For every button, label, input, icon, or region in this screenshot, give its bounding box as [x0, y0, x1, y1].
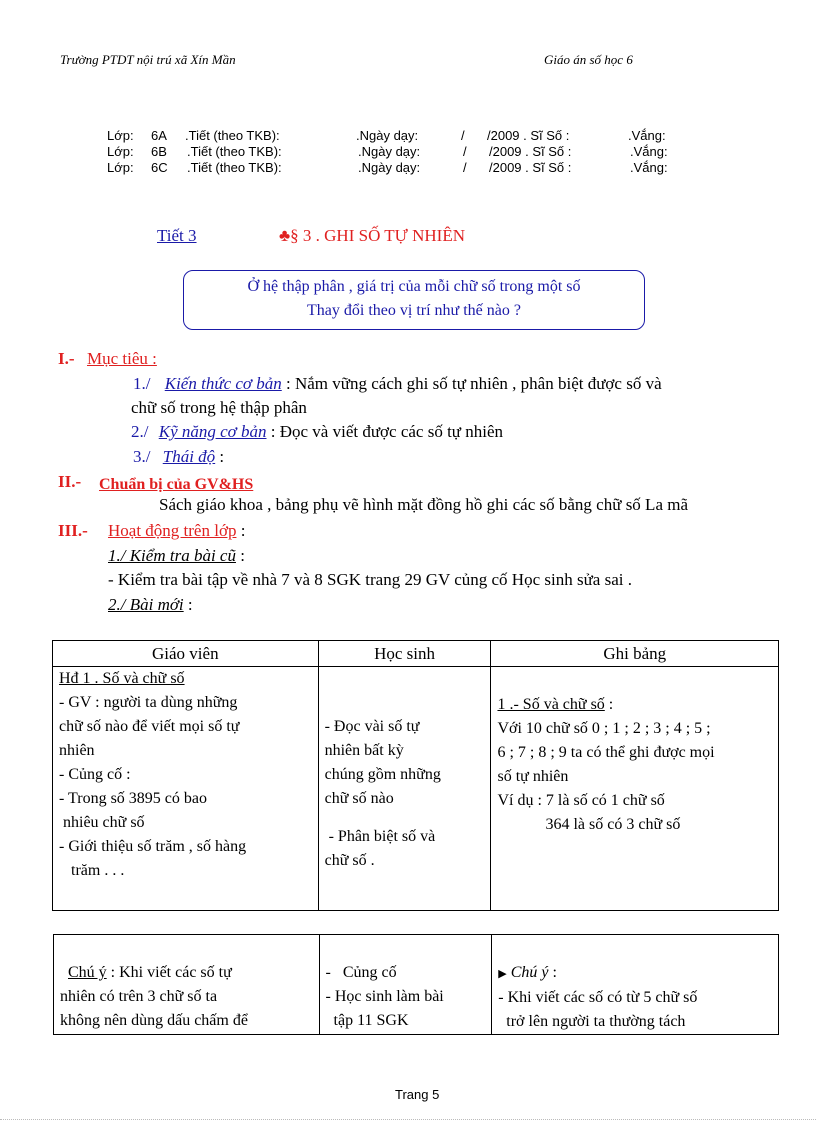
- student-note-line: tập 11 SGK: [325, 1012, 409, 1029]
- teacher-note-label: Chú ý: [68, 964, 107, 981]
- board-note-line: - Khi viết các số có từ 5 chữ số: [498, 989, 698, 1006]
- board-cell: [491, 667, 779, 911]
- section3-colon: :: [240, 521, 246, 540]
- board-line: số tự nhiên: [497, 768, 569, 785]
- section3-title: [108, 521, 245, 541]
- student-line: chữ số .: [324, 852, 375, 869]
- objective-label: Kiến thức cơ bản: [164, 374, 282, 393]
- teacher-note-text: : Khi viết các số tự: [106, 964, 232, 981]
- student-note-cell: [319, 935, 492, 1035]
- sub1-title: 1./ Kiểm tra bài cũ: [108, 546, 236, 565]
- triangle-bullet-icon: ▶: [498, 968, 507, 980]
- question-line-1: Ở hệ thập phân , giá trị của mỗi chữ số trong một số: [247, 278, 581, 295]
- key-question-box: [183, 270, 645, 330]
- class-tiet: .Tiết (theo TKB):: [185, 128, 280, 143]
- class-code: 6A: [151, 128, 167, 143]
- objective-text: : Nắm vững cách ghi số tự nhiên , phân biệt được số và: [286, 374, 662, 393]
- section2-num: II.-: [58, 472, 82, 491]
- teacher-note-line-1: [60, 961, 313, 985]
- class-slash: /: [461, 128, 465, 143]
- page-bottom-divider: [0, 1119, 816, 1120]
- board-line: 6 ; 7 ; 8 ; 9 ta có thể ghi được mọi: [497, 744, 715, 761]
- class-ngay: .Ngày dạy:: [358, 144, 421, 159]
- sub1-text: - Kiểm tra bài tập về nhà 7 và 8 SGK trang 29 GV củng cố Học sinh sửa sai .: [108, 570, 632, 589]
- board-note-cell: [492, 935, 779, 1035]
- student-note-line: - Củng cố: [325, 964, 397, 981]
- lesson-title-text: § 3 . GHI SỐ TỰ NHIÊN: [290, 226, 465, 245]
- student-line: chúng gồm những: [324, 766, 441, 783]
- student-line: chữ số nào: [324, 790, 394, 807]
- class-lop: Lớp:: [107, 160, 134, 175]
- class-nam: /2009 . Sĩ Số :: [489, 144, 572, 159]
- objective-text: :: [219, 447, 225, 466]
- class-code: 6B: [151, 144, 167, 159]
- teacher-line: - Giới thiệu số trăm , số hàng: [59, 838, 247, 855]
- class-row-6a: [0, 128, 816, 144]
- table-row: [53, 667, 779, 911]
- teacher-note-line: nhiên có trên 3 chữ số ta: [60, 988, 218, 1005]
- class-ngay: .Ngày dạy:: [356, 128, 419, 143]
- class-nam: /2009 . Sĩ Số :: [487, 128, 570, 143]
- table-header-row: [53, 641, 779, 667]
- section1-title: Mục tiêu :: [87, 349, 157, 368]
- teacher-line: chữ số nào để viết mọi số tự: [59, 718, 240, 735]
- class-code: 6C: [151, 160, 168, 175]
- objective-skill: [131, 422, 503, 442]
- teacher-note-line: không nên dùng dấu chấm để: [60, 1012, 248, 1029]
- teacher-cell: [53, 667, 319, 911]
- student-cell: [318, 667, 491, 911]
- teacher-line: - GV : người ta dùng những: [59, 694, 238, 711]
- objective-num: 3./: [133, 447, 151, 466]
- class-vang: .Vắng:: [630, 160, 668, 175]
- board-note-line: trở lên người ta thường tách: [498, 1013, 686, 1030]
- teacher-line: trăm . . .: [59, 862, 125, 879]
- objective-text: : Đọc và viết được các số tự nhiên: [270, 422, 504, 441]
- sub2: [108, 595, 193, 615]
- board-title: [497, 693, 772, 717]
- header-giao-vien: Giáo viên: [53, 641, 319, 667]
- objective-attitude: [133, 447, 224, 467]
- section3-title-text: Hoạt động trên lớp: [108, 521, 237, 540]
- sub2-colon: :: [187, 595, 193, 614]
- objective-knowledge-cont: chữ số trong hệ thập phân: [131, 398, 307, 417]
- objective-label: Thái độ: [162, 447, 216, 466]
- class-slash: /: [463, 160, 467, 175]
- class-vang: .Vắng:: [628, 128, 666, 143]
- lesson-tiet: Tiết 3: [157, 226, 197, 245]
- class-tiet: .Tiết (theo TKB):: [187, 144, 282, 159]
- club-icon: ♣: [279, 226, 291, 245]
- section2-text: Sách giáo khoa , bảng phụ vẽ hình mặt đồng hồ ghi các số bằng chữ số La mã: [159, 495, 689, 514]
- student-line: - Phân biệt số và: [324, 828, 436, 845]
- page-number: Trang 5: [395, 1087, 440, 1102]
- class-nam: /2009 . Sĩ Số :: [489, 160, 572, 175]
- header-school: Trường PTDT nội trú xã Xín Mần: [60, 52, 236, 67]
- board-example-2: 364 là số có 3 chữ số: [545, 816, 681, 833]
- class-tiet: .Tiết (theo TKB):: [187, 160, 282, 175]
- teacher-line: - Củng cố :: [59, 766, 131, 783]
- lesson-table: [52, 640, 779, 911]
- section3-num: III.-: [58, 521, 88, 540]
- question-line-2: Thay đổi theo vị trí như thế nào ?: [307, 302, 521, 319]
- sub1-colon: :: [240, 546, 245, 565]
- objective-knowledge: [133, 374, 662, 394]
- teacher-line: nhiêu chữ số: [59, 814, 145, 831]
- objective-num: 1./: [133, 374, 151, 393]
- objective-label: Kỹ năng cơ bản: [158, 422, 267, 441]
- header-hoc-sinh: Học sinh: [318, 641, 491, 667]
- class-lop: Lớp:: [107, 144, 134, 159]
- sub2-title: 2./ Bài mới: [108, 595, 184, 614]
- board-note-title: [498, 961, 772, 986]
- board-example: Ví dụ : 7 là số có 1 chữ số: [497, 792, 665, 809]
- lesson-title: [279, 226, 465, 246]
- note-table: [53, 934, 779, 1035]
- header-ghi-bang: Ghi bảng: [491, 641, 779, 667]
- student-line: - Đọc vài số tự: [324, 718, 420, 735]
- sub1: [108, 546, 245, 566]
- table-row: [54, 935, 779, 1035]
- section1-num: I.-: [58, 349, 75, 368]
- teacher-line: nhiên: [59, 742, 95, 759]
- board-note-colon: :: [552, 964, 557, 981]
- class-row-6c: [0, 160, 816, 176]
- class-row-6b: [0, 144, 816, 160]
- board-line: Với 10 chữ số 0 ; 1 ; 2 ; 3 ; 4 ; 5 ;: [497, 720, 711, 737]
- class-lop: Lớp:: [107, 128, 134, 143]
- board-title-colon: :: [608, 696, 614, 713]
- class-ngay: .Ngày dạy:: [358, 160, 421, 175]
- board-note-label: Chú ý: [510, 964, 549, 981]
- header-doc-title: Giáo án số học 6: [544, 52, 633, 67]
- class-slash: /: [463, 144, 467, 159]
- class-vang: .Vắng:: [630, 144, 668, 159]
- student-line: nhiên bất kỳ: [324, 742, 404, 759]
- teacher-note-cell: [54, 935, 320, 1035]
- objective-num: 2./: [131, 422, 149, 441]
- section2-title: Chuẩn bị của GV&HS: [99, 476, 254, 493]
- teacher-activity-title: Hđ 1 . Số và chữ số: [59, 670, 185, 687]
- student-note-line: - Học sinh làm bài: [325, 988, 444, 1005]
- teacher-line: - Trong số 3895 có bao: [59, 790, 208, 807]
- board-title-text: 1 .- Số và chữ số: [497, 696, 605, 713]
